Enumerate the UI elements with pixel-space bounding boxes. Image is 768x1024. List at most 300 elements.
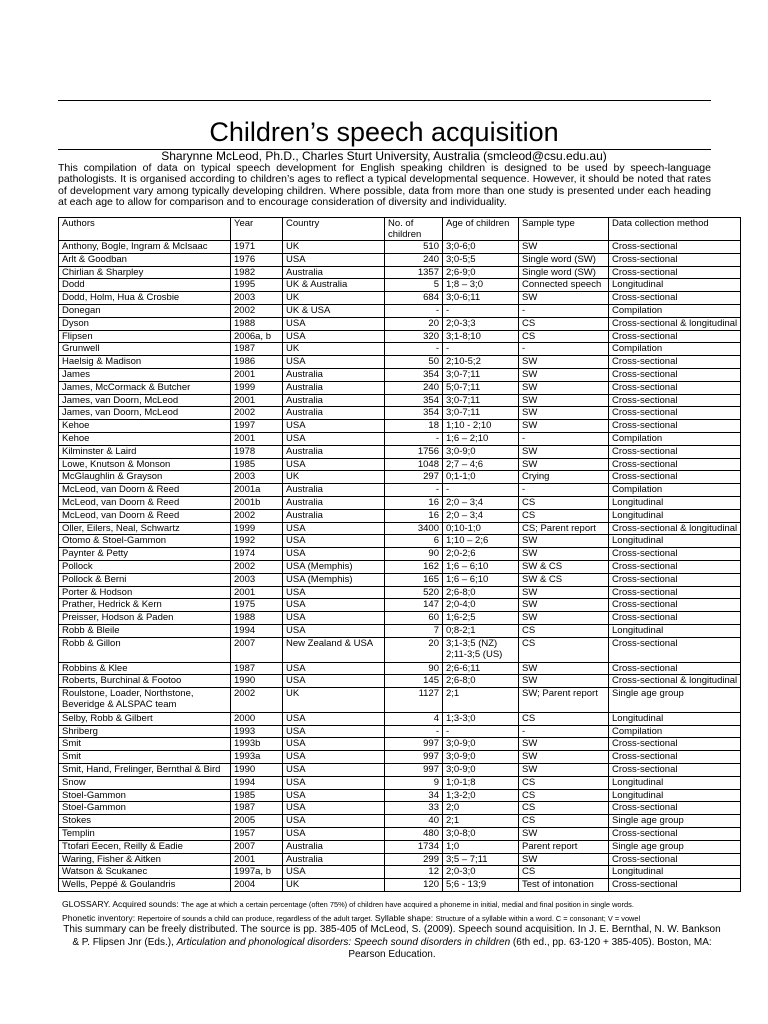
cell-sample: Test of intonation xyxy=(519,879,609,892)
cell-authors: Kilminster & Laird xyxy=(59,445,231,458)
cell-age: 1;10 – 2;6 xyxy=(443,535,519,548)
cell-authors: Otomo & Stoel-Gammon xyxy=(59,535,231,548)
cell-method: Cross-sectional xyxy=(609,420,741,433)
cell-sample: SW xyxy=(519,381,609,394)
cell-n: 90 xyxy=(385,662,443,675)
cell-country: New Zealand & USA xyxy=(283,637,385,662)
cell-authors: Chirlian & Sharpley xyxy=(59,266,231,279)
cell-age: 3;0-6;11 xyxy=(443,292,519,305)
cell-method: Cross-sectional xyxy=(609,368,741,381)
cell-year: 2002 xyxy=(231,304,283,317)
cell-authors: Porter & Hodson xyxy=(59,586,231,599)
cell-country: UK xyxy=(283,879,385,892)
cell-age: 3;0-9;0 xyxy=(443,738,519,751)
cell-method: Longitudinal xyxy=(609,496,741,509)
table-row xyxy=(59,624,741,637)
table-row xyxy=(59,712,741,725)
cell-age: 2;0-3;3 xyxy=(443,317,519,330)
header-authors: Authors xyxy=(59,218,231,241)
cell-country: Australia xyxy=(283,853,385,866)
cell-year: 2001a xyxy=(231,484,283,497)
cell-age: 2;6-8;0 xyxy=(443,675,519,688)
table-row xyxy=(59,853,741,866)
cell-year: 2001b xyxy=(231,496,283,509)
cell-authors: Stoel-Gammon xyxy=(59,802,231,815)
cell-n: 997 xyxy=(385,751,443,764)
cell-authors: James, van Doorn, McLeod xyxy=(59,394,231,407)
header-n: No. of children xyxy=(385,218,443,241)
table-row xyxy=(59,356,741,369)
cell-country: Australia xyxy=(283,394,385,407)
cell-year: 1985 xyxy=(231,458,283,471)
table-row xyxy=(59,548,741,561)
cell-country: Australia xyxy=(283,381,385,394)
cell-year: 1997 xyxy=(231,420,283,433)
cell-year: 2000 xyxy=(231,712,283,725)
cell-country: USA xyxy=(283,866,385,879)
cell-age: - xyxy=(443,484,519,497)
cell-year: 1987 xyxy=(231,343,283,356)
cell-sample: SW xyxy=(519,764,609,777)
cell-authors: Oller, Eilers, Neal, Schwartz xyxy=(59,522,231,535)
cell-method: Longitudinal xyxy=(609,712,741,725)
cell-country: USA xyxy=(283,751,385,764)
cell-method: Cross-sectional xyxy=(609,394,741,407)
cell-authors: Lowe, Knutson & Monson xyxy=(59,458,231,471)
intro-paragraph: This compilation of data on typical speech development for English speaking children is designed to be used by speech-language pathologists. It is organised according to children’s ages to reflect a typical developmental sequence. However, it should be noted that rates of development vary among typically developing children. Where possible, data from more than one study is presented under each heading at each age to allow for comparison and to encourage consideration of diversity and individuality. xyxy=(58,162,711,209)
table-row xyxy=(59,751,741,764)
cell-age: 2;1 xyxy=(443,815,519,828)
table-row xyxy=(59,738,741,751)
table-row xyxy=(59,764,741,777)
cell-sample: Crying xyxy=(519,471,609,484)
cell-year: 1993b xyxy=(231,738,283,751)
cell-n: 9 xyxy=(385,776,443,789)
cell-n: 354 xyxy=(385,407,443,420)
cell-method: Cross-sectional xyxy=(609,599,741,612)
table-row xyxy=(59,241,741,254)
cell-method: Single age group xyxy=(609,688,741,713)
cell-n: - xyxy=(385,304,443,317)
cell-country: UK xyxy=(283,471,385,484)
cell-sample: CS xyxy=(519,330,609,343)
cell-country: USA (Memphis) xyxy=(283,573,385,586)
cell-sample: CS xyxy=(519,509,609,522)
cell-age: 1;3-3;0 xyxy=(443,712,519,725)
cell-method: Cross-sectional xyxy=(609,738,741,751)
table-row xyxy=(59,471,741,484)
cell-year: 1993a xyxy=(231,751,283,764)
cell-sample: SW xyxy=(519,458,609,471)
table-row xyxy=(59,509,741,522)
cell-authors: Haelsig & Madison xyxy=(59,356,231,369)
cell-sample: SW xyxy=(519,612,609,625)
cell-age: 0;10-1;0 xyxy=(443,522,519,535)
table-row xyxy=(59,725,741,738)
cell-authors: Shriberg xyxy=(59,725,231,738)
cell-authors: Pollock & Berni xyxy=(59,573,231,586)
cell-country: Australia xyxy=(283,407,385,420)
cell-method: Cross-sectional xyxy=(609,764,741,777)
cell-n: 5 xyxy=(385,279,443,292)
cell-authors: Flipsen xyxy=(59,330,231,343)
table-row xyxy=(59,802,741,815)
cell-year: 1999 xyxy=(231,381,283,394)
table-row xyxy=(59,637,741,662)
top-rule xyxy=(58,100,711,101)
cell-authors: Stokes xyxy=(59,815,231,828)
cell-sample: - xyxy=(519,432,609,445)
table-row xyxy=(59,776,741,789)
cell-method: Longitudinal xyxy=(609,279,741,292)
cell-method: Single age group xyxy=(609,840,741,853)
cell-sample: Single word (SW) xyxy=(519,266,609,279)
cell-n: 510 xyxy=(385,241,443,254)
cell-age: 0;8-2;1 xyxy=(443,624,519,637)
cell-sample: SW xyxy=(519,241,609,254)
cell-sample: - xyxy=(519,725,609,738)
cell-country: UK & Australia xyxy=(283,279,385,292)
cell-sample: SW & CS xyxy=(519,560,609,573)
cell-authors: Grunwell xyxy=(59,343,231,356)
table-row xyxy=(59,535,741,548)
cell-sample: CS xyxy=(519,712,609,725)
cell-country: USA xyxy=(283,420,385,433)
cell-age: 1;0-1;8 xyxy=(443,776,519,789)
cell-method: Cross-sectional xyxy=(609,253,741,266)
cell-age: - xyxy=(443,725,519,738)
cell-n: 997 xyxy=(385,738,443,751)
author-line: Sharynne McLeod, Ph.D., Charles Sturt University, Australia (smcleod@csu.edu.au) xyxy=(161,149,607,163)
cell-sample: SW xyxy=(519,751,609,764)
cell-authors: Stoel-Gammon xyxy=(59,789,231,802)
cell-authors: Snow xyxy=(59,776,231,789)
header-year: Year xyxy=(231,218,283,241)
cell-method: Longitudinal xyxy=(609,535,741,548)
cell-authors: Kehoe xyxy=(59,420,231,433)
cell-year: 1971 xyxy=(231,241,283,254)
cell-age: 3;0-9;0 xyxy=(443,764,519,777)
cell-age: 1;3-2;0 xyxy=(443,789,519,802)
cell-sample: SW xyxy=(519,445,609,458)
cell-authors: Wells, Peppé & Goulandris xyxy=(59,879,231,892)
cell-age: - xyxy=(443,304,519,317)
cell-method: Longitudinal xyxy=(609,866,741,879)
cell-authors: McLeod, van Doorn & Reed xyxy=(59,496,231,509)
table-row xyxy=(59,496,741,509)
cell-n: 16 xyxy=(385,509,443,522)
cell-year: 2004 xyxy=(231,879,283,892)
cell-country: USA xyxy=(283,432,385,445)
cell-country: Australia xyxy=(283,484,385,497)
cell-n: 12 xyxy=(385,866,443,879)
cell-sample: CS; Parent report xyxy=(519,522,609,535)
cell-sample: SW xyxy=(519,292,609,305)
cell-sample: SW xyxy=(519,853,609,866)
cell-age: 1;6-2;5 xyxy=(443,612,519,625)
cell-age: 1;10 - 2;10 xyxy=(443,420,519,433)
table-row xyxy=(59,586,741,599)
cell-year: 2003 xyxy=(231,471,283,484)
cell-year: 1988 xyxy=(231,612,283,625)
cell-n: 20 xyxy=(385,637,443,662)
cell-country: Australia xyxy=(283,266,385,279)
cell-year: 2003 xyxy=(231,292,283,305)
cell-n: - xyxy=(385,432,443,445)
page-title: Children’s speech acquisition xyxy=(209,117,559,147)
cell-authors: Smit, Hand, Frelinger, Bernthal & Bird xyxy=(59,764,231,777)
cell-country: USA xyxy=(283,330,385,343)
cell-method: Cross-sectional xyxy=(609,445,741,458)
cell-n: 90 xyxy=(385,548,443,561)
cell-authors: McLeod, van Doorn & Reed xyxy=(59,484,231,497)
cell-country: Australia xyxy=(283,509,385,522)
cell-n: 18 xyxy=(385,420,443,433)
cell-country: Australia xyxy=(283,496,385,509)
cell-country: USA (Memphis) xyxy=(283,560,385,573)
cell-country: USA xyxy=(283,535,385,548)
cell-n: 147 xyxy=(385,599,443,612)
cell-country: USA xyxy=(283,662,385,675)
cell-country: USA xyxy=(283,725,385,738)
cell-country: Australia xyxy=(283,840,385,853)
cell-age: 2;0 – 3;4 xyxy=(443,509,519,522)
cell-n: 297 xyxy=(385,471,443,484)
table-row xyxy=(59,484,741,497)
cell-n: 1048 xyxy=(385,458,443,471)
cell-year: 2001 xyxy=(231,394,283,407)
cell-year: 1986 xyxy=(231,356,283,369)
cell-authors: McGlaughlin & Grayson xyxy=(59,471,231,484)
table-row xyxy=(59,394,741,407)
cell-age: 2;6-8;0 xyxy=(443,586,519,599)
cell-authors: Ttofari Eecen, Reilly & Eadie xyxy=(59,840,231,853)
table-row xyxy=(59,279,741,292)
cell-year: 1974 xyxy=(231,548,283,561)
table-row xyxy=(59,432,741,445)
cell-year: 1999 xyxy=(231,522,283,535)
cell-authors: Smit xyxy=(59,738,231,751)
cell-sample: - xyxy=(519,343,609,356)
cell-authors: Smit xyxy=(59,751,231,764)
cell-n: - xyxy=(385,343,443,356)
cell-n: 145 xyxy=(385,675,443,688)
table-row xyxy=(59,381,741,394)
table-row xyxy=(59,573,741,586)
cell-year: 2007 xyxy=(231,637,283,662)
cell-authors: Paynter & Petty xyxy=(59,548,231,561)
cell-method: Longitudinal xyxy=(609,776,741,789)
cell-year: 1990 xyxy=(231,764,283,777)
cell-method: Cross-sectional xyxy=(609,548,741,561)
source-citation xyxy=(62,924,722,962)
cell-authors: Templin xyxy=(59,828,231,841)
cell-n: 162 xyxy=(385,560,443,573)
cell-year: 1982 xyxy=(231,266,283,279)
cell-year: 1957 xyxy=(231,828,283,841)
cell-authors: Donegan xyxy=(59,304,231,317)
cell-n: 60 xyxy=(385,612,443,625)
cell-n: 354 xyxy=(385,394,443,407)
cell-age: 2;10-5;2 xyxy=(443,356,519,369)
cell-n: 1127 xyxy=(385,688,443,713)
cell-country: USA xyxy=(283,624,385,637)
table-row xyxy=(59,330,741,343)
cell-age: 3;0-7;11 xyxy=(443,407,519,420)
cell-method: Cross-sectional & longitudinal xyxy=(609,522,741,535)
cell-age: 5;0-7;11 xyxy=(443,381,519,394)
cell-sample: SW xyxy=(519,828,609,841)
table-row xyxy=(59,612,741,625)
cell-n: 4 xyxy=(385,712,443,725)
cell-method: Compilation xyxy=(609,484,741,497)
cell-country: UK xyxy=(283,241,385,254)
cell-age: 3;5 – 7;11 xyxy=(443,853,519,866)
cell-n: 240 xyxy=(385,381,443,394)
cell-country: USA xyxy=(283,599,385,612)
cell-method: Cross-sectional xyxy=(609,637,741,662)
cell-year: 1994 xyxy=(231,776,283,789)
cell-method: Cross-sectional xyxy=(609,458,741,471)
cell-country: USA xyxy=(283,522,385,535)
cell-age: 2;6-6;11 xyxy=(443,662,519,675)
table-row xyxy=(59,828,741,841)
cell-method: Longitudinal xyxy=(609,789,741,802)
cell-year: 2001 xyxy=(231,853,283,866)
cell-country: USA xyxy=(283,675,385,688)
cell-method: Cross-sectional xyxy=(609,853,741,866)
cell-year: 1978 xyxy=(231,445,283,458)
cell-country: USA xyxy=(283,612,385,625)
glossary-label-acquired: GLOSSARY. Acquired sounds: xyxy=(62,899,179,909)
cell-year: 1995 xyxy=(231,279,283,292)
cell-year: 2006a, b xyxy=(231,330,283,343)
cell-method: Compilation xyxy=(609,343,741,356)
cell-age: 0;1-1;0 xyxy=(443,471,519,484)
cell-authors: James, McCormack & Butcher xyxy=(59,381,231,394)
cell-age: 2;0 – 3;4 xyxy=(443,496,519,509)
cell-method: Compilation xyxy=(609,432,741,445)
cell-year: 2002 xyxy=(231,560,283,573)
table-row xyxy=(59,420,741,433)
cell-method: Longitudinal xyxy=(609,509,741,522)
cell-method: Cross-sectional xyxy=(609,292,741,305)
cell-year: 1990 xyxy=(231,675,283,688)
header-age: Age of children xyxy=(443,218,519,241)
cell-method: Cross-sectional xyxy=(609,471,741,484)
cell-age: 1;8 – 3;0 xyxy=(443,279,519,292)
cell-n: 320 xyxy=(385,330,443,343)
table-row xyxy=(59,253,741,266)
cell-sample: CS xyxy=(519,317,609,330)
cell-country: USA xyxy=(283,776,385,789)
cell-country: USA xyxy=(283,712,385,725)
cell-age: 2;0-4;0 xyxy=(443,599,519,612)
table-row xyxy=(59,866,741,879)
cell-sample: CS xyxy=(519,866,609,879)
cell-authors: Roberts, Burchinal & Footoo xyxy=(59,675,231,688)
cell-method: Cross-sectional xyxy=(609,560,741,573)
cell-method: Cross-sectional xyxy=(609,751,741,764)
cell-country: USA xyxy=(283,802,385,815)
cell-age: 2;0-3;0 xyxy=(443,866,519,879)
cell-authors: Prather, Hedrick & Kern xyxy=(59,599,231,612)
cell-method: Cross-sectional xyxy=(609,266,741,279)
header-country: Country xyxy=(283,218,385,241)
cell-country: UK & USA xyxy=(283,304,385,317)
cell-authors: Anthony, Bogle, Ingram & McIsaac xyxy=(59,241,231,254)
glossary-syllable-text: Structure of a syllable within a word. C = consonant; V = vowel xyxy=(435,913,641,923)
cell-n: 20 xyxy=(385,317,443,330)
cell-authors: Watson & Scukanec xyxy=(59,866,231,879)
cell-method: Single age group xyxy=(609,815,741,828)
table-row xyxy=(59,458,741,471)
cell-age: 3;0-7;11 xyxy=(443,368,519,381)
cell-age: 3;0-7;11 xyxy=(443,394,519,407)
cell-age: - xyxy=(443,343,519,356)
table-row xyxy=(59,662,741,675)
citation-text-b: (6th ed., pp. 63-120 + 385-405). Boston, MA: Pearson Education. xyxy=(348,936,712,960)
cell-sample: SW xyxy=(519,675,609,688)
cell-country: USA xyxy=(283,815,385,828)
cell-n: 6 xyxy=(385,535,443,548)
table-row xyxy=(59,317,741,330)
cell-year: 1975 xyxy=(231,599,283,612)
glossary-label-syllable: Syllable shape: xyxy=(374,912,434,923)
cell-method: Cross-sectional xyxy=(609,407,741,420)
cell-year: 1985 xyxy=(231,789,283,802)
cell-n: 684 xyxy=(385,292,443,305)
cell-age: 3;0-5;5 xyxy=(443,253,519,266)
cell-n: 16 xyxy=(385,496,443,509)
cell-n: 354 xyxy=(385,368,443,381)
cell-n: 1756 xyxy=(385,445,443,458)
cell-authors: Roulstone, Loader, Northstone, Beveridge & ALSPAC team xyxy=(59,688,231,713)
table-row xyxy=(59,522,741,535)
table-row xyxy=(59,789,741,802)
cell-sample: CS xyxy=(519,802,609,815)
cell-country: Australia xyxy=(283,368,385,381)
cell-n: 240 xyxy=(385,253,443,266)
cell-method: Cross-sectional xyxy=(609,879,741,892)
cell-method: Cross-sectional xyxy=(609,612,741,625)
cell-n: 480 xyxy=(385,828,443,841)
cell-n: - xyxy=(385,484,443,497)
cell-year: 2002 xyxy=(231,688,283,713)
cell-year: 2005 xyxy=(231,815,283,828)
cell-age: 1;6 – 2;10 xyxy=(443,432,519,445)
cell-age: 2;0 xyxy=(443,802,519,815)
cell-sample: CS xyxy=(519,776,609,789)
cell-country: USA xyxy=(283,458,385,471)
cell-authors: Dodd xyxy=(59,279,231,292)
cell-sample: - xyxy=(519,484,609,497)
cell-age: 3;1-3;5 (NZ) 2;11-3;5 (US) xyxy=(443,637,519,662)
cell-method: Cross-sectional xyxy=(609,802,741,815)
cell-method: Cross-sectional & longitudinal xyxy=(609,675,741,688)
table-row xyxy=(59,599,741,612)
glossary-inventory-text: Repertoire of sounds a child can produce, regardless of the adult target. xyxy=(137,913,373,923)
cell-sample: - xyxy=(519,304,609,317)
table-row xyxy=(59,407,741,420)
cell-method: Cross-sectional xyxy=(609,330,741,343)
cell-n: - xyxy=(385,725,443,738)
cell-authors: James, van Doorn, McLeod xyxy=(59,407,231,420)
cell-year: 1993 xyxy=(231,725,283,738)
cell-method: Cross-sectional xyxy=(609,241,741,254)
cell-country: USA xyxy=(283,356,385,369)
cell-year: 1987 xyxy=(231,662,283,675)
